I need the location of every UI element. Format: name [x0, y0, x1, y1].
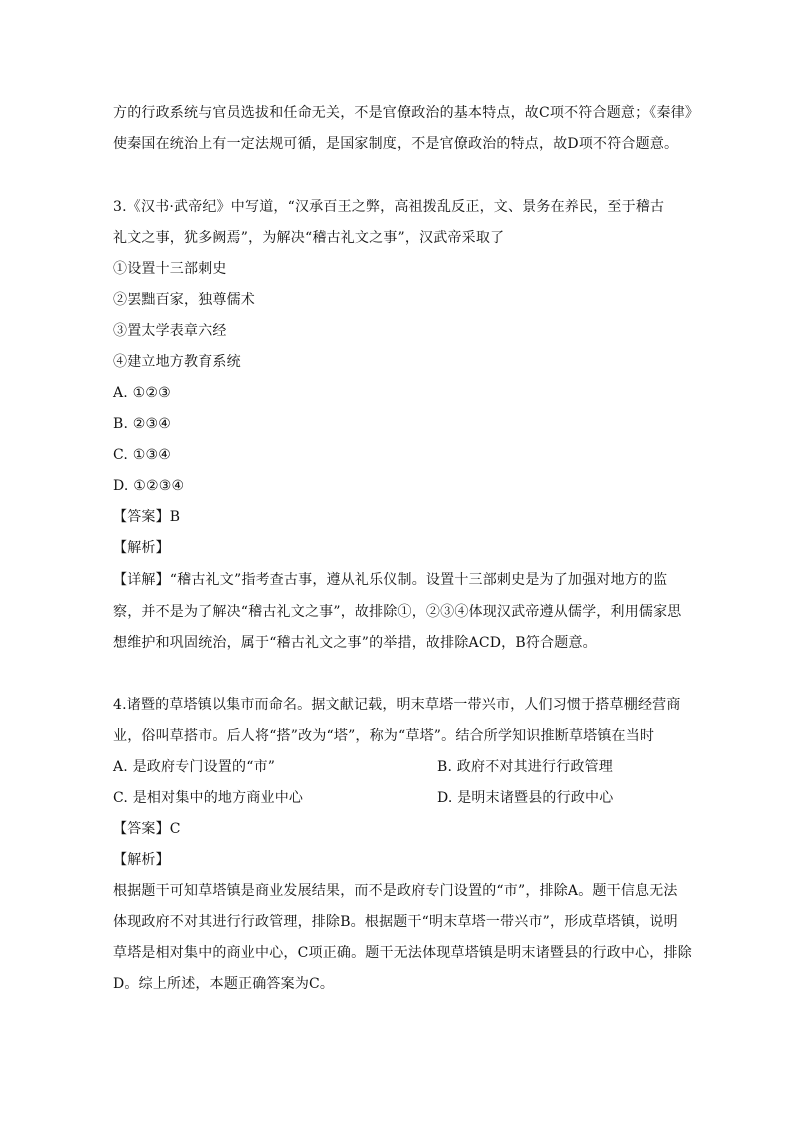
q3-detail-line: 想维护和巩固统治，属于“稽古礼文之事”的举措，故排除ACD，B符合题意。	[113, 635, 597, 651]
q3-stem-line: 礼文之事，犹多阙焉”，为解决“稽古礼文之事”，汉武帝采取了	[113, 230, 505, 246]
q3-detail-line: 【详解】“稽古礼文”指考查古事，遵从礼乐仪制。设置十三部刺史是为了加强对地方的监	[113, 572, 668, 588]
q4-analysis-line: 根据题干可知草塔镇是商业发展结果，而不是政府专门设置的“市”，排除A。题干信息无法	[113, 883, 678, 899]
q4-analysis-line: 草塔是相对集中的商业中心，C项正确。题干无法体现草塔镇是明末诸暨县的行政中心，排除	[113, 945, 692, 961]
q3-option-b: B. ②③④	[113, 416, 172, 432]
prev-analysis-line: 方的行政系统与官员选拔和任命无关，不是官僚政治的基本特点，故C项不符合题意；《秦律》	[113, 105, 700, 121]
q4-stem-line: 4.诸暨的草塔镇以集市而命名。据文献记载，明末草塔一带兴市，人们习惯于搭草棚经营商	[113, 697, 681, 713]
q3-stem-line: 3.《汉书·武帝纪》中写道，“汉承百王之弊，高祖拨乱反正，文、景务在养民，至于稽古	[113, 199, 665, 215]
q3-item: ②罢黜百家，独尊儒术	[113, 292, 255, 308]
q4-analysis-line: D。综上所述，本题正确答案为C。	[113, 976, 335, 992]
q4-stem-line: 业，俗叫草搭市。后人将“搭”改为“塔”，称为“草塔”。结合所学知识推断草塔镇在当时	[113, 728, 655, 744]
q3-analysis-label: 【解析】	[113, 540, 170, 556]
q4-option-a: A. 是政府专门设置的“市”	[113, 759, 276, 775]
q3-answer: 【答案】B	[113, 509, 181, 525]
q4-option-c: C. 是相对集中的地方商业中心	[113, 790, 304, 806]
q3-item: ④建立地方教育系统	[113, 354, 241, 370]
q4-answer: 【答案】C	[113, 821, 181, 837]
q4-option-d: D. 是明末诸暨县的行政中心	[437, 790, 614, 806]
q3-option-a: A. ①②③	[113, 385, 171, 401]
q4-option-b: B. 政府不对其进行行政管理	[437, 759, 613, 775]
q3-option-c: C. ①③④	[113, 447, 171, 463]
q3-detail-line: 察，并不是为了解决“稽古礼文之事”，故排除①，②③④体现汉武帝遵从儒学，利用儒家思	[113, 604, 682, 620]
q4-analysis-line: 体现政府不对其进行行政管理，排除B。根据题干“明末草塔一带兴市”，形成草塔镇，说明	[113, 914, 678, 930]
q3-option-d: D. ①②③④	[113, 478, 185, 494]
q3-item: ③置太学表章六经	[113, 323, 227, 339]
q4-analysis-label: 【解析】	[113, 852, 170, 868]
prev-analysis-line: 使秦国在统治上有一定法规可循，是国家制度，不是官僚政治的特点，故D项不符合题意。	[113, 136, 679, 152]
q3-item: ①设置十三部刺史	[113, 261, 227, 277]
